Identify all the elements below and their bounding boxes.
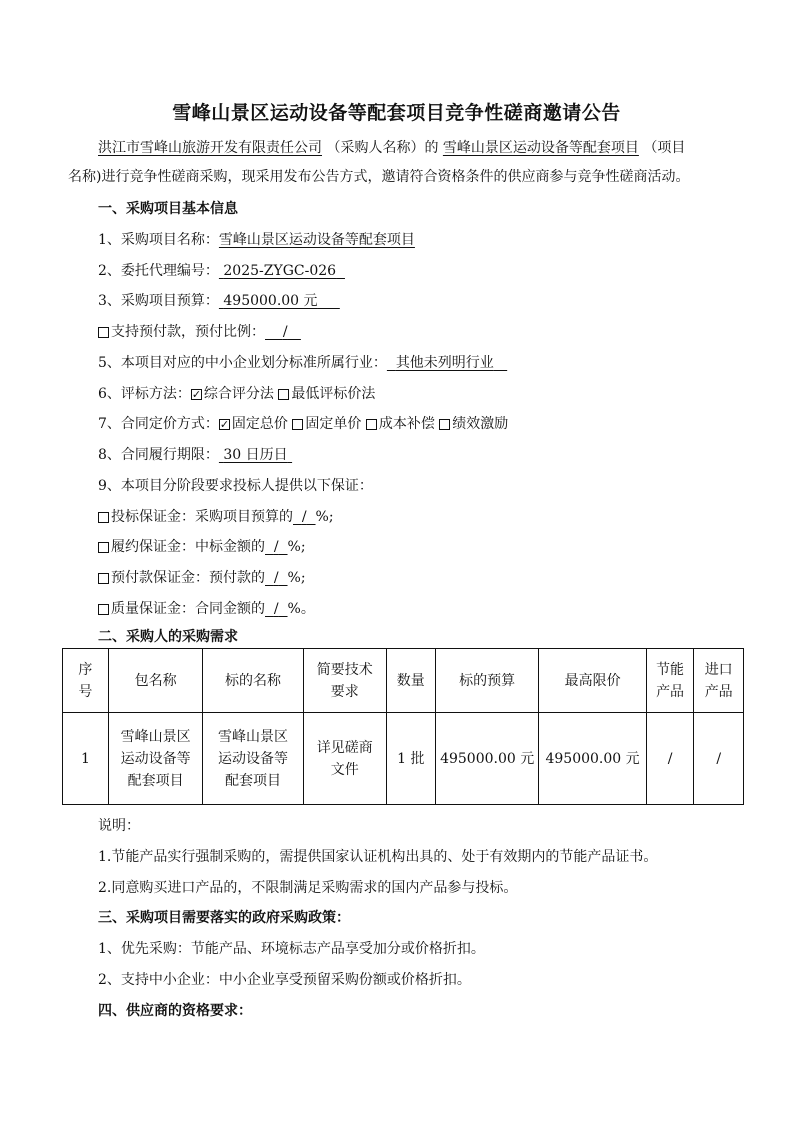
project-name-label: 1、采购项目名称： <box>98 232 219 248</box>
performance-guarantee-value: / <box>273 539 279 555</box>
quality-guarantee-value: / <box>273 601 279 617</box>
agent-code-row <box>98 261 345 281</box>
purchaser-name: 洪江市雪峰山旅游开发有限责任公司 <box>98 140 322 156</box>
table-cell: / <box>646 713 694 805</box>
prepay-guarantee-checkbox[interactable] <box>98 573 109 584</box>
eval-option-2-label: 最低评标价法 <box>291 386 376 402</box>
guarantee-row: 9、本项目分阶段要求投标人提供以下保证： <box>98 478 373 494</box>
table-cell: / <box>694 713 744 805</box>
table-cell: 495000.00 元 <box>539 713 646 805</box>
pricing-option-1-checkbox[interactable] <box>219 419 230 430</box>
agent-code-label: 2、委托代理编号： <box>98 263 219 279</box>
section-2-heading: 二、采购人的采购需求 <box>98 629 238 645</box>
prepay-checkbox[interactable] <box>98 327 109 338</box>
pricing-option-2-label: 固定单价 <box>305 416 362 432</box>
industry-label: 5、本项目对应的中小企业划分标准所属行业： <box>98 355 387 371</box>
prepay-guarantee-label: 预付款保证金：预付款的 <box>111 570 265 586</box>
industry-value: 其他未列明行业 <box>395 355 494 371</box>
col-header: 进口产品 <box>694 649 744 713</box>
note-1: 1.节能产品实行强制采购的，需提供国家认证机构出具的、处于有效期内的节能产品证书。 <box>98 849 658 865</box>
industry-row <box>98 353 507 373</box>
term-value: 30 日历日 <box>223 447 288 463</box>
section-3-heading: 三、采购项目需要落实的政府采购政策： <box>98 910 350 926</box>
col-header: 简要技术要求 <box>303 649 386 713</box>
table-cell: 详见磋商文件 <box>303 713 386 805</box>
eval-method-label: 6、评标方法： <box>98 386 191 402</box>
agent-code-value: 2025-ZYGC-026 <box>223 263 337 279</box>
table-header-row <box>63 649 744 713</box>
bid-guarantee-tail: %; <box>315 509 334 525</box>
requirements-table <box>62 648 744 805</box>
performance-guarantee-checkbox[interactable] <box>98 542 109 553</box>
col-header: 标的预算 <box>435 649 538 713</box>
page-title: 雪峰山景区运动设备等配套项目竞争性磋商邀请公告 <box>172 102 621 124</box>
col-header: 最高限价 <box>539 649 646 713</box>
performance-guarantee-tail: %; <box>287 539 306 555</box>
quality-guarantee-row <box>98 599 315 619</box>
eval-method-row <box>98 384 375 404</box>
policy-item-1: 1、优先采购：节能产品、环境标志产品享受加分或价格折扣。 <box>98 941 485 957</box>
prepay-guarantee-value: / <box>273 570 279 586</box>
pricing-option-3-checkbox[interactable] <box>366 419 377 430</box>
table-row <box>63 713 744 805</box>
bid-guarantee-value: / <box>301 509 307 525</box>
eval-option-1-label: 综合评分法 <box>203 386 274 402</box>
table-cell: 雪峰山景区运动设备等配套项目 <box>108 713 203 805</box>
note-2: 2.同意购买进口产品的，不限制满足采购需求的国内产品参与投标。 <box>98 880 518 896</box>
term-label: 8、合同履行期限： <box>98 447 219 463</box>
project-name-value: 雪峰山景区运动设备等配套项目 <box>218 232 415 248</box>
col-header: 数量 <box>386 649 435 713</box>
quality-guarantee-tail: %。 <box>287 601 315 617</box>
prepay-guarantee-tail: %; <box>287 570 306 586</box>
col-header: 标的名称 <box>203 649 303 713</box>
prepay-label: 支持预付款，预付比例： <box>111 324 265 340</box>
pricing-option-4-checkbox[interactable] <box>439 419 450 430</box>
performance-guarantee-row <box>98 537 306 557</box>
term-row <box>98 445 292 465</box>
project-name-row <box>98 230 415 250</box>
table-cell: 雪峰山景区运动设备等配套项目 <box>203 713 303 805</box>
project-name: 雪峰山景区运动设备等配套项目 <box>442 140 639 156</box>
budget-label: 3、采购项目预算： <box>98 293 219 309</box>
pricing-option-2-checkbox[interactable] <box>292 419 303 430</box>
table-cell: 1 <box>63 713 109 805</box>
pricing-option-1-label: 固定总价 <box>231 416 288 432</box>
col-header: 节能产品 <box>646 649 694 713</box>
quality-guarantee-checkbox[interactable] <box>98 604 109 615</box>
eval-option-1-checkbox[interactable] <box>191 389 202 400</box>
pricing-option-4-label: 绩效激励 <box>452 416 509 432</box>
budget-row <box>98 291 340 311</box>
note-title: 说明： <box>98 818 140 834</box>
bid-guarantee-label: 投标保证金：采购项目预算的 <box>111 509 293 525</box>
bid-guarantee-row <box>98 507 334 527</box>
intro-line-2: 名称)进行竞争性磋商采购，现采用发布公告方式，邀请符合资格条件的供应商参与竞争性磋商活动。 <box>68 169 690 185</box>
eval-option-2-checkbox[interactable] <box>278 389 289 400</box>
policy-item-2: 2、支持中小企业：中小企业享受预留采购份额或价格折扣。 <box>98 972 471 988</box>
performance-guarantee-label: 履约保证金：中标金额的 <box>111 539 265 555</box>
section-1-heading: 一、采购项目基本信息 <box>98 201 238 217</box>
bid-guarantee-checkbox[interactable] <box>98 512 109 523</box>
col-header: 包名称 <box>108 649 203 713</box>
intro-line-1 <box>98 138 685 158</box>
col-header: 序号 <box>63 649 109 713</box>
table-cell: 1 批 <box>386 713 435 805</box>
budget-value: 495000.00 元 <box>223 293 318 309</box>
purchaser-tag: （采购人名称）的 <box>326 140 439 156</box>
quality-guarantee-label: 质量保证金：合同金额的 <box>111 601 265 617</box>
project-tag: （项目 <box>643 140 686 156</box>
pricing-row <box>98 414 508 434</box>
prepay-row <box>98 322 301 342</box>
pricing-label: 7、合同定价方式： <box>98 416 219 432</box>
table-cell: 495000.00 元 <box>435 713 538 805</box>
prepay-value: / <box>282 324 288 340</box>
section-4-heading: 四、供应商的资格要求： <box>98 1003 252 1019</box>
pricing-option-3-label: 成本补偿 <box>378 416 435 432</box>
prepay-guarantee-row <box>98 568 306 588</box>
